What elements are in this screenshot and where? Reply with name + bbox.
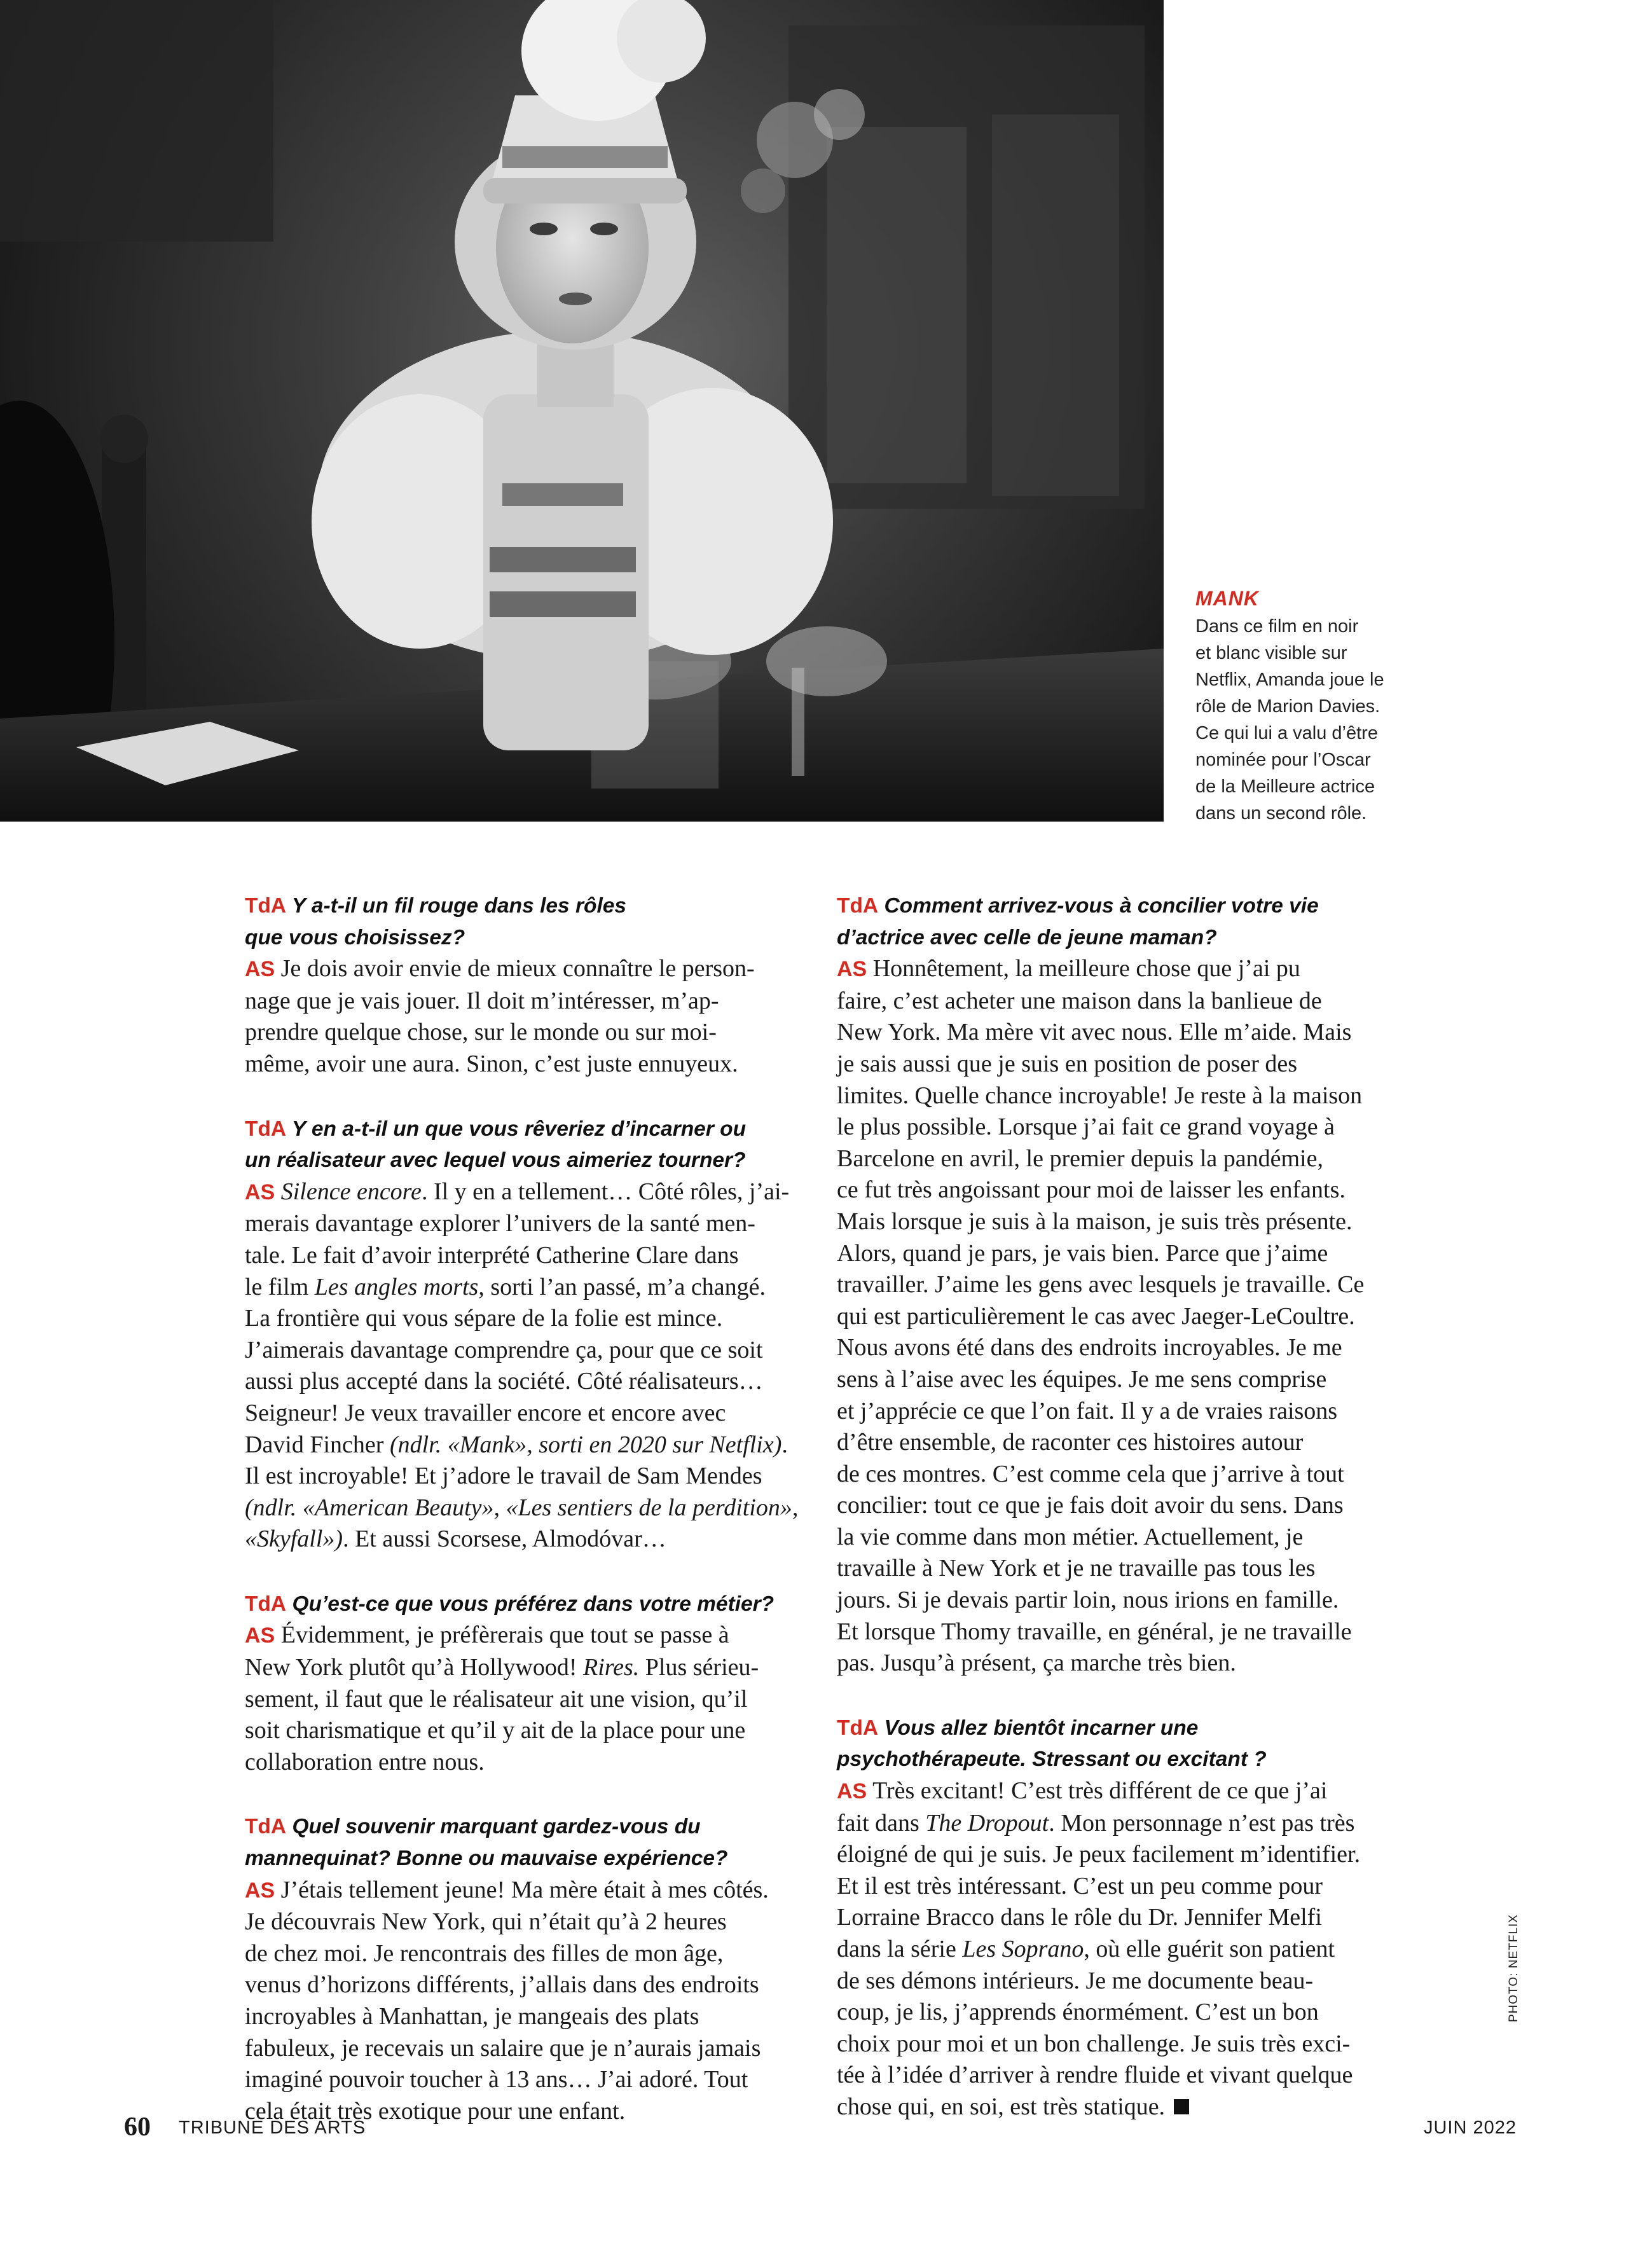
answer-line: travaille à New York et je ne travaille pas tous les [837,1555,1316,1582]
answer-text: Honnêtement, la meilleure chose que j’ai pu [872,955,1300,982]
answer-line: tale. Le fait d’avoir interprété Catherine Clare dans [245,1241,739,1269]
question-tag: TdA [245,1592,287,1616]
question-text: Y en a-t-il un que vous rêveriez d’incarner ou [291,1117,747,1141]
answer-line: Seigneur! Je veux travailler encore et encore avec [245,1399,726,1426]
qa-block [837,890,1400,1679]
answer-line: d’être ensemble, de raconter ces histoires autour [837,1429,1304,1456]
answer-line: prendre quelque chose, sur le monde ou sur moi- [245,1019,717,1046]
answer-line: fait dans The Dropout. Mon personnage n’est pas très [837,1809,1355,1836]
interview-column-left [245,890,801,2160]
photo-caption [1195,584,1424,827]
answer-line: Barcelone en avril, le premier depuis la pandémie, [837,1145,1323,1172]
answer-line: Alors, quand je pars, je vais bien. Parce que j’aime [837,1239,1328,1267]
answer-line: Lorraine Bracco dans le rôle du Dr. Jennifer Melfi [837,1904,1322,1931]
question-line [245,1588,801,1620]
answer-line: cela était très exotique pour une enfant. [245,2097,626,2125]
question-line: que vous choisissez? [245,925,465,949]
answer-line: La frontière qui vous sépare de la folie est mince. [245,1305,723,1332]
question-line [837,890,1400,922]
question-line [837,1712,1400,1744]
question-tag: TdA [837,894,879,918]
answer-tag: AS [245,957,275,982]
answer-line: nage que je vais jouer. Il doit m’intéresser, m’ap- [245,987,719,1014]
question-line [245,1113,801,1145]
caption-line: dans un second rôle. [1195,803,1367,823]
answer-line: même, avoir une aura. Sinon, c’est juste ennuyeux. [245,1050,738,1077]
answer-line: «Skyfall»). Et aussi Scorsese, Almodóvar… [245,1526,666,1553]
question-text: Comment arrivez-vous à concilier votre vie [884,894,1319,918]
answer-tag: AS [837,957,867,982]
answer-text: Silence encore. Il y en a tellement… Côté rôles, j’ai- [280,1178,790,1205]
question-line: mannequinat? Bonne ou mauvaise expérience? [245,1847,728,1871]
answer-text: Je dois avoir envie de mieux connaître le person- [280,955,755,982]
answer-line: New York. Ma mère vit avec nous. Elle m’aide. Mais [837,1019,1352,1046]
answer-line [837,953,1400,986]
answer-line: merais davantage explorer l’univers de la santé men- [245,1210,755,1237]
qa-block [245,1588,801,1779]
qa-block [837,1712,1400,2123]
answer-tag: AS [245,1623,275,1648]
answer-text: J’étais tellement jeune! Ma mère était à mes côtés. [280,1876,769,1903]
answer-line: imaginé pouvoir toucher à 13 ans… J’ai adoré. Tout [245,2066,748,2093]
answer-line: Je découvrais New York, qui n’était qu’à 2 heures [245,1908,727,1936]
answer-line: tée à l’idée d’arriver à rendre fluide et vivant quelque [837,2062,1353,2089]
caption-line: rôle de Marion Davies. [1195,696,1380,717]
caption-line: Netflix, Amanda joue le [1195,670,1384,690]
answer-line: jours. Si je devais partir loin, nous irions en famille. [837,1587,1339,1614]
film-still-illustration [0,0,1164,822]
question-line: psychothérapeute. Stressant ou excitant ? [837,1747,1267,1772]
answer-line: David Fincher (ndlr. «Mank», sorti en 2020 sur Netflix). [245,1431,788,1458]
qa-block [245,890,801,1080]
caption-line: de la Meilleure actrice [1195,776,1375,797]
caption-line: et blanc visible sur [1195,643,1347,663]
answer-text: Très excitant! C’est très différent de ce que j’ai [872,1777,1328,1805]
caption-line: nominée pour l’Oscar [1195,750,1371,770]
answer-line: sens à l’aise avec les équipes. Je me sens comprise [837,1365,1327,1393]
answer-line [245,1620,801,1652]
answer-line [837,1775,1400,1808]
question-line: un réalisateur avec lequel vous aimeriez tourner? [245,1148,746,1173]
answer-line: Et il est très intéressant. C’est un peu comme pour [837,1872,1323,1899]
answer-line: de ces montres. C’est comme cela que j’arrive à tout [837,1460,1344,1487]
question-text: Vous allez bientôt incarner une [884,1716,1199,1740]
answer-tag: AS [837,1779,867,1804]
question-line: d’actrice avec celle de jeune maman? [837,925,1217,949]
answer-text: Évidemment, je préfèrerais que tout se passe à [280,1622,729,1649]
answer-line: sement, il faut que le réalisateur ait une vision, qu’il [245,1685,748,1712]
answer-line [245,953,801,986]
answer-line: de ses démons intérieurs. Je me documente beau- [837,1967,1314,1994]
answer-line: collaboration entre nous. [245,1748,485,1775]
question-tag: TdA [245,894,287,918]
qa-block [245,1811,801,2127]
answer-line: travailler. J’aime les gens avec lesquels je travaille. Ce [837,1271,1365,1299]
answer-line: Il est incroyable! Et j’adore le travail de Sam Mendes [245,1463,762,1490]
question-tag: TdA [837,1716,879,1740]
page-number: 60 [124,2112,151,2142]
caption-line: Dans ce film en noir [1195,616,1359,637]
answer-line: concilier: tout ce que je fais doit avoir du sens. Dans [837,1492,1344,1519]
caption-title: MANK [1195,587,1259,610]
answer-tag: AS [245,1180,275,1204]
question-tag: TdA [245,1117,287,1141]
answer-line: je sais aussi que je suis en position de poser des [837,1050,1298,1077]
answer-line: Mais lorsque je suis à la maison, je suis très présente. [837,1208,1353,1235]
answer-line [245,1176,801,1209]
photo-credit: PHOTO: NETFLIX [1507,1914,1520,2022]
question-text: Qu’est-ce que vous préférez dans votre métier? [292,1592,774,1616]
question-text: Quel souvenir marquant gardez-vous du [292,1815,701,1839]
answer-line: dans la série Les Soprano, où elle guérit son patient [837,1936,1335,1962]
answer-line: Et lorsque Thomy travaille, en général, je ne travaille [837,1618,1352,1645]
answer-line: faire, c’est acheter une maison dans la banlieue de [837,987,1322,1014]
answer-line: soit charismatique et qu’il y ait de la place pour une [245,1717,746,1744]
page-footer [124,2111,1517,2143]
answer-line: de chez moi. Je rencontrais des filles de mon âge, [245,1940,724,1967]
publication-name: TRIBUNE DES ARTS [179,2118,366,2138]
question-text: Y a-t-il un fil rouge dans les rôles [291,894,627,918]
answer-line [245,1875,801,1907]
answer-line: incroyables à Manhattan, je mangeais des plats [245,2003,699,2030]
answer-line: le plus possible. Lorsque j’ai fait ce grand voyage à [837,1113,1335,1141]
answer-line: le film Les angles morts, sorti l’an passé, m’a changé. [245,1273,766,1300]
answer-line: éloigné de qui je suis. Je peux facilement m’identifier. [837,1841,1361,1868]
issue-date: JUIN 2022 [1423,2118,1517,2138]
caption-line: Ce qui lui a valu d’être [1195,723,1378,743]
question-tag: TdA [245,1815,287,1839]
answer-line: venus d’horizons différents, j’allais dans des endroits [245,1971,759,1999]
answer-line: la vie comme dans mon métier. Actuellement, je [837,1523,1304,1550]
question-line [245,1811,801,1843]
answer-line: fabuleux, je recevais un salaire que je n’aurais jamais [245,2034,761,2062]
answer-line: New York plutôt qu’à Hollywood! Rires. Plus sérieu- [245,1654,759,1681]
answer-line: coup, je lis, j’apprends énormément. C’est un bon [837,1999,1319,2026]
answer-line: pas. Jusqu’à présent, ça marche très bien. [837,1650,1236,1677]
answer-line: aussi plus accepté dans la société. Côté réalisateurs… [245,1368,763,1395]
qa-block [245,1113,801,1555]
question-line [245,890,801,922]
interview-column-right [837,890,1400,2156]
caption-body [1195,613,1424,827]
film-still-photo [0,0,1164,822]
answer-line: choix pour moi et un bon challenge. Je suis très exci- [837,2030,1351,2057]
answer-line: J’aimerais davantage comprendre ça, pour que ce soit [245,1336,763,1363]
answer-tag: AS [245,1878,275,1903]
answer-line: Nous avons été dans des endroits incroyables. Je me [837,1334,1342,1361]
answer-line: limites. Quelle chance incroyable! Je reste à la maison [837,1082,1363,1109]
answer-text: chose qui, en soi, est très statique. [837,2093,1166,2120]
answer-line: qui est particulièrement le cas avec Jaeger-LeCoultre. [837,1302,1355,1330]
answer-line: et j’apprécie ce que l’on fait. Il y a de vraies raisons [837,1397,1338,1424]
answer-line: (ndlr. «American Beauty», «Les sentiers de la perdition», [245,1494,799,1521]
answer-line: ce fut très angoissant pour moi de laisser les enfants. [837,1176,1346,1204]
